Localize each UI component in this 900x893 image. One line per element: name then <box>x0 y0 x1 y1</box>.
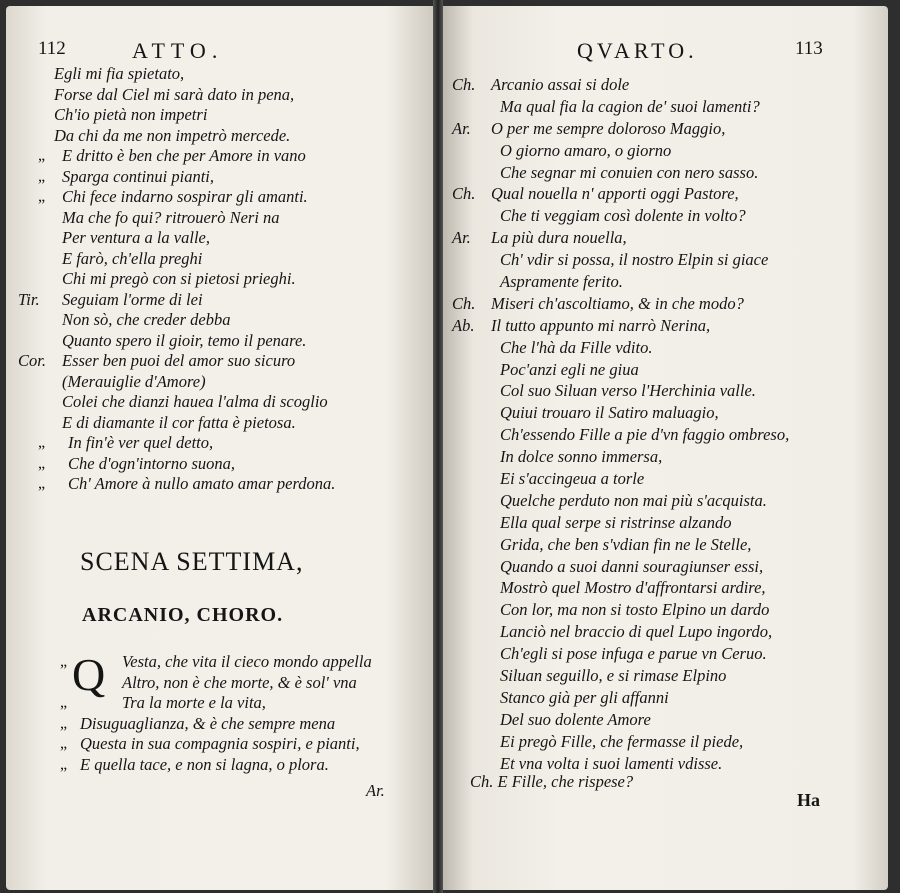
verse-text: Ma qual fia la cagion de' suoi lamenti? <box>500 96 760 116</box>
text-line <box>0 535 900 557</box>
right-catchword: Ha <box>797 790 821 810</box>
verse-text: Miseri ch'ascoltiamo, & in che modo? <box>491 293 744 313</box>
right-last-line: Ch. E Fille, che rispese? <box>470 772 634 791</box>
text-line <box>0 688 900 710</box>
speaker-label: Cor. <box>18 351 46 370</box>
verse-text: Ch'egli si pose infuga e parue vn Ceruo. <box>500 644 767 664</box>
text-line <box>0 141 900 163</box>
verse-text: Che ti veggiam così dolente in volto? <box>500 206 746 226</box>
text-line <box>0 97 900 119</box>
verse-text: O per me sempre doloroso Maggio, <box>491 118 726 138</box>
verse-text: Chi mi pregò con si pietosi prieghi. <box>62 269 296 288</box>
right-text-block <box>0 75 900 776</box>
verse-text: Che d'ogn'intorno suona, <box>68 453 236 473</box>
verse-text: Ch'io pietà non impetri <box>54 105 208 124</box>
verse-text: Seguiam l'orme di lei <box>62 289 203 309</box>
verse-text: Chi fece indarno sospirar gli amanti. <box>62 187 308 206</box>
verse-text: Questa in sua compagnia sospiri, e pianti, <box>80 734 360 753</box>
verse-text: Ma che fo qui? ritrouerò Neri na <box>62 207 280 227</box>
verse-text: Quiui trouaro il Satiro maluagio, <box>500 403 719 423</box>
verse-text: Il tutto appunto mi narrò Nerina, <box>491 315 711 335</box>
verse-text: Ch' Amore à nullo amato amar perdona. <box>68 474 336 493</box>
verse-text: Siluan seguillo, e si rimase Elpino <box>500 666 727 686</box>
speaker-label: Ab. <box>452 315 475 335</box>
text-line <box>0 754 900 776</box>
verse-text: Et vna volta i suoi lamenti vdisse. <box>500 753 723 773</box>
quote-mark: „ <box>38 434 46 451</box>
text-line <box>0 710 900 732</box>
speaker-label: Ch. <box>452 75 476 94</box>
verse-text: Quanto spero il gioir, temo il penare. <box>62 330 307 350</box>
quote-mark: „ <box>60 714 68 732</box>
verse-text: Mostrò quel Mostro d'affrontarsi ardire, <box>500 578 766 598</box>
text-line <box>0 644 900 666</box>
verse-text: (Merauiglie d'Amore) <box>62 371 206 391</box>
verse-text: Grida, che ben s'vdian fin ne le Stelle, <box>500 534 752 554</box>
text-line <box>0 666 900 688</box>
verse-text: Ella qual serpe si ristrinse alzando <box>500 512 732 532</box>
text-line <box>0 228 900 250</box>
verse-text: Colei che dianzi hauea l'alma di scoglio <box>62 392 328 411</box>
verse-text: Ch' vdir si possa, il nostro Elpin si giace <box>500 250 769 270</box>
verse-text: E quella tace, e non si lagna, o plora. <box>80 754 329 774</box>
verse-text: Esser ben puoi del amor suo sicuro <box>62 351 296 370</box>
text-line <box>0 600 900 622</box>
text-line <box>0 206 900 228</box>
verse-text: Forse dal Ciel mi sarà dato in pena, <box>54 84 295 104</box>
verse-text: Con lor, ma non si tosto Elpino un dardo <box>500 600 770 620</box>
verse-text: Sparga continui pianti, <box>62 166 215 186</box>
speaker-label: Ar. <box>452 228 471 248</box>
scene-characters: ARCANIO, CHORO. <box>82 604 284 626</box>
text-line <box>0 272 900 294</box>
text-line <box>0 403 900 425</box>
verse-text: Che segnar mi conuien con nero sasso. <box>500 162 759 182</box>
text-line <box>0 338 900 360</box>
verse-text: Aspramente ferito. <box>500 272 623 292</box>
scene-title: SCENA SETTIMA, <box>80 547 304 576</box>
verse-text: Tra la morte e la vita, <box>122 693 266 712</box>
speaker-label: Ch. <box>452 184 476 204</box>
verse-text: In fin'è ver quel detto, <box>68 433 214 452</box>
verse-text: Ei pregò Fille, che fermasse il piede, <box>500 731 744 751</box>
verse-text: Per ventura a la valle, <box>62 228 211 247</box>
verse-text: E dritto è ben che per Amore in vano <box>62 146 306 165</box>
verse-text: Del suo dolente Amore <box>500 709 651 729</box>
quote-mark: „ <box>38 147 46 164</box>
verse-text: In dolce sonno immersa, <box>500 447 663 467</box>
text-line <box>0 425 900 447</box>
quote-mark: „ <box>38 475 46 492</box>
text-line <box>0 316 900 338</box>
text-line <box>0 469 900 491</box>
verse-text: Egli mi fia spietato, <box>54 64 185 83</box>
right-running-head: QVARTO. <box>577 38 698 63</box>
speaker-label: Ar. <box>452 118 471 138</box>
speaker-label: Ch. <box>452 293 476 313</box>
text-line <box>0 447 900 469</box>
text-line <box>0 732 900 754</box>
text-line <box>0 360 900 382</box>
quote-mark: „ <box>38 454 46 472</box>
text-line <box>0 75 900 97</box>
verse-text: E farò, ch'ella preghi <box>62 248 203 268</box>
verse-text: Arcanio assai si dole <box>491 75 630 94</box>
left-running-head: ATTO. <box>132 38 224 63</box>
drop-cap: Q <box>72 649 106 700</box>
text-line <box>0 381 900 403</box>
text-line <box>0 184 900 206</box>
verse-text: Da chi da me non impetrò mercede. <box>54 125 291 145</box>
text-line <box>0 250 900 272</box>
verse-text: Che l'hà da Fille vdito. <box>500 337 653 357</box>
text-line <box>0 119 900 141</box>
text-line <box>0 163 900 185</box>
verse-text: Ch'essendo Fille a pie d'vn faggio ombreso, <box>500 425 790 445</box>
quote-mark: „ <box>60 653 68 670</box>
verse-text: Quando a suoi danni souragiunser essi, <box>500 556 764 576</box>
text-line <box>0 578 900 600</box>
verse-text: Vesta, che vita il cieco mondo appella <box>122 652 372 671</box>
verse-text: Poc'anzi egli ne giua <box>500 359 639 379</box>
verse-text: Ei s'accingeua a torle <box>500 469 645 489</box>
verse-text: La più dura nouella, <box>491 228 627 248</box>
verse-text: Quelche perduto non mai più s'acquista. <box>500 490 767 510</box>
verse-text: Col suo Siluan verso l'Herchinia valle. <box>500 381 756 401</box>
quote-mark: „ <box>38 167 46 185</box>
verse-text: Stanco già per gli affanni <box>500 687 669 707</box>
quote-mark: „ <box>60 755 68 773</box>
right-page-number: 113 <box>795 38 823 59</box>
quote-mark: „ <box>60 694 68 711</box>
verse-text: O giorno amaro, o giorno <box>500 140 672 160</box>
text-line <box>0 622 900 644</box>
text-line <box>0 294 900 316</box>
verse-text: Qual nouella n' apporti oggi Pastore, <box>491 184 739 204</box>
text-line <box>0 513 900 535</box>
text-line <box>0 557 900 579</box>
quote-mark: „ <box>38 188 46 205</box>
text-line <box>0 491 900 513</box>
verse-text: Lanciò nel braccio di quel Lupo ingordo, <box>500 622 773 642</box>
left-page-number: 112 <box>38 38 66 59</box>
left-catchword: Ar. <box>366 781 385 800</box>
quote-mark: „ <box>60 735 68 752</box>
speaker-label: Tir. <box>18 289 40 309</box>
verse-text: Disuguaglianza, & è che sempre mena <box>80 713 336 733</box>
verse-text: Altro, non è che morte, & è sol' vna <box>122 672 357 692</box>
verse-text: E di diamante il cor fatta è pietosa. <box>62 412 296 432</box>
verse-text: Non sò, che creder debba <box>62 310 231 329</box>
